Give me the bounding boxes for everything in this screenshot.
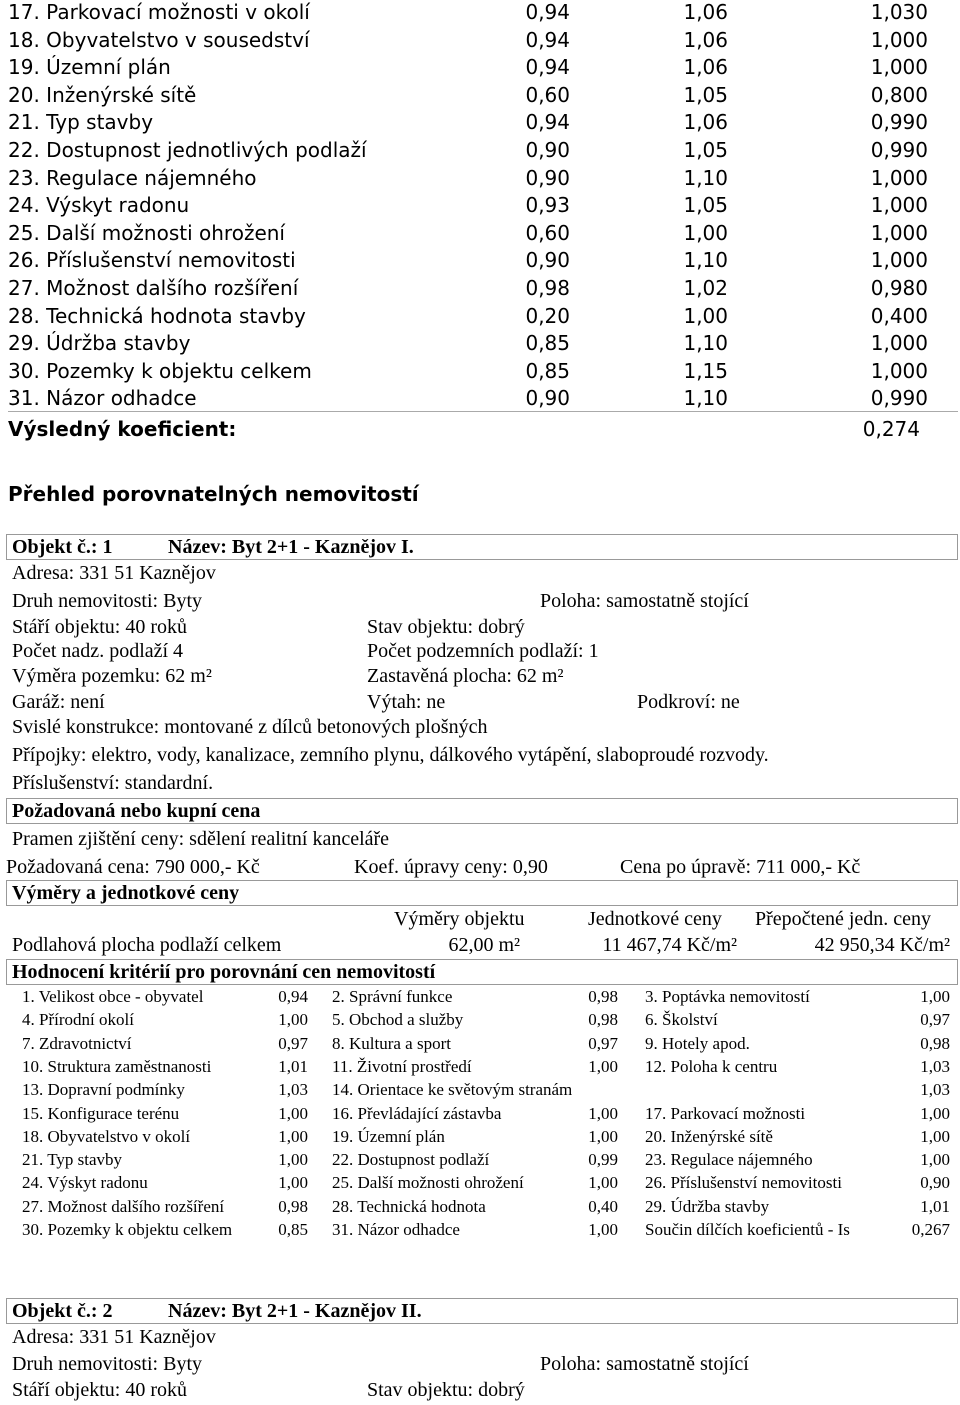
object1-type: Druh nemovitosti: Byty bbox=[12, 590, 202, 612]
coefficient-min: 0,90 bbox=[525, 248, 570, 273]
criterion-value: 0,98 bbox=[278, 1196, 308, 1216]
coefficient-value: 1,000 bbox=[870, 358, 928, 383]
coefficient-row bbox=[8, 0, 958, 28]
areas-row-area: 62,00 m² bbox=[448, 934, 520, 956]
price-coefficient: Koef. úpravy ceny: 0,90 bbox=[354, 856, 548, 878]
coefficient-name: 18. Obyvatelstvo v sousedství bbox=[8, 27, 310, 52]
criterion-value: 1,01 bbox=[920, 1196, 950, 1216]
criterion-name: 2. Správní funkce bbox=[332, 987, 453, 1006]
criterion-name: 20. Inženýrské sítě bbox=[645, 1126, 773, 1146]
coefficient-max: 1,05 bbox=[683, 82, 728, 107]
object1-age: Stáří objektu: 40 roků bbox=[12, 616, 187, 638]
coefficient-row bbox=[8, 359, 958, 387]
coefficient-min: 0,94 bbox=[525, 55, 570, 80]
criterion-value: 1,03 bbox=[920, 1056, 950, 1076]
criterion-value: 1,01 bbox=[278, 1056, 308, 1076]
coefficient-value: 1,000 bbox=[870, 331, 928, 356]
criterion-value: 1,00 bbox=[278, 1173, 308, 1193]
coefficient-min: 0,85 bbox=[525, 331, 570, 356]
coefficient-name: 27. Možnost dalšího rozšíření bbox=[8, 276, 299, 300]
coefficient-min: 0,94 bbox=[525, 110, 570, 135]
coefficient-row bbox=[8, 166, 958, 194]
criterion-value: 1,00 bbox=[588, 1173, 618, 1193]
criterion-name: 9. Hotely apod. bbox=[645, 1033, 750, 1053]
criterion-name: 26. Příslušenství nemovitosti bbox=[645, 1173, 842, 1193]
coefficient-name: 17. Parkovací možnosti v okolí bbox=[8, 0, 310, 24]
criterion-value: 1,00 bbox=[920, 1103, 950, 1123]
criterion-value: 1,00 bbox=[278, 1150, 308, 1170]
coefficient-name: 25. Další možnosti ohrožení bbox=[8, 220, 285, 245]
coefficient-name: 29. Údržba stavby bbox=[8, 331, 191, 356]
criterion-value: 1,00 bbox=[588, 1103, 618, 1123]
coefficient-min: 0,60 bbox=[525, 82, 570, 107]
areas-header-recalc: Přepočtené jedn. ceny bbox=[755, 908, 932, 930]
coefficient-row bbox=[8, 138, 958, 166]
criterion-value: 1,00 bbox=[588, 1056, 618, 1076]
coefficient-min: 0,90 bbox=[525, 138, 570, 162]
criteria-row bbox=[8, 1220, 958, 1243]
criterion-value: 1,00 bbox=[588, 1220, 618, 1239]
criterion-value: 0,98 bbox=[588, 1010, 618, 1030]
coefficient-row bbox=[8, 221, 958, 249]
criterion-name: 31. Názor odhadce bbox=[332, 1220, 460, 1239]
coefficient-min: 0,90 bbox=[525, 165, 570, 190]
criterion-value: 0,98 bbox=[920, 1033, 950, 1053]
coefficient-name: 28. Technická hodnota stavby bbox=[8, 303, 306, 328]
coefficient-min: 0,20 bbox=[525, 303, 570, 328]
object2-type: Druh nemovitosti: Byty bbox=[12, 1353, 202, 1375]
object1-lift: Výtah: ne bbox=[367, 691, 446, 713]
criteria-row bbox=[8, 987, 958, 1010]
object1-floors-below: Počet podzemních podlaží: 1 bbox=[367, 640, 599, 662]
coefficient-name: 20. Inženýrské sítě bbox=[8, 82, 197, 107]
criterion-name: 17. Parkovací možnosti bbox=[645, 1103, 806, 1123]
object1-land-area: Výměra pozemku: 62 m² bbox=[12, 665, 212, 687]
object1-name: Název: Byt 2+1 - Kaznějov I. bbox=[168, 536, 414, 558]
object1-number: Objekt č.: 1 bbox=[12, 536, 113, 558]
criterion-value: 0,94 bbox=[278, 987, 308, 1006]
criteria-row bbox=[8, 1057, 958, 1080]
object2-address: Adresa: 331 51 Kaznějov bbox=[12, 1326, 216, 1348]
criterion-value: 0,97 bbox=[588, 1033, 618, 1053]
criterion-name: 15. Konfigurace terénu bbox=[22, 1103, 180, 1123]
coefficient-value: 1,000 bbox=[870, 248, 928, 273]
coefficient-name: 30. Pozemky k objektu celkem bbox=[8, 358, 312, 383]
criteria-row bbox=[8, 1010, 958, 1033]
object2-age: Stáří objektu: 40 roků bbox=[12, 1379, 187, 1401]
object1-header-box bbox=[6, 534, 958, 560]
criterion-name: 4. Přírodní okolí bbox=[22, 1010, 134, 1030]
criterion-value: 0,99 bbox=[588, 1150, 618, 1170]
coefficient-min: 0,93 bbox=[525, 193, 570, 218]
criteria-section-title: Hodnocení kritérií pro porovnání cen nemovitostí bbox=[12, 961, 436, 983]
object1-position: Poloha: samostatně stojící bbox=[540, 590, 749, 612]
coefficient-value: 0,800 bbox=[870, 82, 928, 107]
object2-position: Poloha: samostatně stojící bbox=[540, 1353, 749, 1375]
areas-header-area: Výměry objektu bbox=[394, 908, 525, 930]
coefficient-max: 1,06 bbox=[683, 110, 728, 135]
criterion-name: 5. Obchod a služby bbox=[332, 1010, 464, 1030]
coefficient-min: 0,98 bbox=[525, 276, 570, 300]
result-label: Výsledný koeficient: bbox=[8, 417, 237, 441]
criterion-name: 23. Regulace nájemného bbox=[645, 1150, 813, 1170]
criterion-value: 0,90 bbox=[920, 1173, 950, 1193]
coefficient-value: 0,990 bbox=[870, 386, 928, 411]
coefficient-max: 1,10 bbox=[683, 331, 728, 356]
coefficient-row bbox=[8, 331, 958, 359]
price-section-title: Požadovaná nebo kupní cena bbox=[12, 800, 261, 822]
object1-attic: Podkroví: ne bbox=[637, 691, 740, 713]
coefficient-value: 0,400 bbox=[870, 303, 928, 328]
criterion-name: 25. Další možnosti ohrožení bbox=[332, 1173, 524, 1193]
asked-price: Požadovaná cena: 790 000,- Kč bbox=[6, 856, 260, 878]
coefficient-max: 1,10 bbox=[683, 165, 728, 190]
object1-address: Adresa: 331 51 Kaznějov bbox=[12, 562, 216, 584]
criteria-row bbox=[8, 1104, 958, 1127]
coefficient-name: 21. Typ stavby bbox=[8, 110, 154, 135]
coefficient-row bbox=[8, 248, 958, 276]
areas-header-unit-price: Jednotkové ceny bbox=[588, 908, 722, 930]
criterion-value: 0,98 bbox=[588, 987, 618, 1006]
coefficient-row bbox=[8, 83, 958, 111]
object2-name: Název: Byt 2+1 - Kaznějov II. bbox=[168, 1300, 422, 1322]
criterion-value: 0,85 bbox=[278, 1220, 308, 1239]
coefficient-value: 1,000 bbox=[870, 165, 928, 190]
coefficient-value: 1,000 bbox=[870, 193, 928, 218]
criterion-value: 1,00 bbox=[588, 1126, 618, 1146]
overview-title: Přehled porovnatelných nemovitostí bbox=[8, 482, 419, 506]
criterion-name: Součin dílčích koeficientů - Is bbox=[645, 1220, 850, 1239]
criterion-value: 1,03 bbox=[278, 1080, 308, 1100]
coefficient-max: 1,00 bbox=[683, 220, 728, 245]
coefficient-row bbox=[8, 304, 958, 332]
coefficient-max: 1,15 bbox=[683, 358, 728, 383]
coefficient-value: 0,990 bbox=[870, 110, 928, 135]
criterion-name: 3. Poptávka nemovitostí bbox=[645, 987, 810, 1006]
criteria-row bbox=[8, 1173, 958, 1196]
criterion-name: 21. Typ stavby bbox=[22, 1150, 123, 1170]
criterion-name: 18. Obyvatelstvo v okolí bbox=[22, 1126, 191, 1146]
coefficient-min: 0,94 bbox=[525, 0, 570, 24]
coefficient-max: 1,10 bbox=[683, 248, 728, 273]
criterion-name: 14. Orientace ke světovým stranám bbox=[332, 1080, 573, 1100]
coefficient-max: 1,02 bbox=[683, 276, 728, 300]
criterion-name: 16. Převládající zástavba bbox=[332, 1103, 502, 1123]
object1-garage: Garáž: není bbox=[12, 691, 105, 713]
coefficient-value: 1,030 bbox=[870, 0, 928, 24]
coefficient-row bbox=[8, 276, 958, 304]
criterion-name: 19. Územní plán bbox=[332, 1126, 445, 1146]
coefficient-max: 1,06 bbox=[683, 55, 728, 80]
criterion-name: 30. Pozemky k objektu celkem bbox=[22, 1220, 233, 1239]
object1-floors-above: Počet nadz. podlaží 4 bbox=[12, 640, 184, 662]
criterion-value: 1,00 bbox=[278, 1103, 308, 1123]
criterion-name: 27. Možnost dalšího rozšíření bbox=[22, 1196, 225, 1216]
coefficient-max: 1,00 bbox=[683, 303, 728, 328]
criteria-row bbox=[8, 1127, 958, 1150]
criterion-value: 1,00 bbox=[278, 1010, 308, 1030]
criterion-name: 12. Poloha k centru bbox=[645, 1056, 778, 1076]
criterion-value: 0,97 bbox=[278, 1033, 308, 1053]
criterion-name: 22. Dostupnost podlaží bbox=[332, 1150, 490, 1170]
areas-section-title: Výměry a jednotkové ceny bbox=[12, 882, 240, 904]
adjusted-price: Cena po úpravě: 711 000,- Kč bbox=[620, 856, 861, 878]
criteria-row bbox=[8, 1080, 958, 1103]
coefficient-max: 1,05 bbox=[683, 193, 728, 218]
object1-connections: Přípojky: elektro, vody, kanalizace, zemního plynu, dálkového vytápění, slaboproudé rozvody. bbox=[12, 744, 769, 766]
criterion-value: 1,00 bbox=[920, 987, 950, 1006]
coefficient-min: 0,90 bbox=[525, 386, 570, 411]
price-source: Pramen zjištění ceny: sdělení realitní kanceláře bbox=[12, 828, 390, 850]
coefficient-row bbox=[8, 110, 958, 138]
criteria-row bbox=[8, 1197, 958, 1220]
criterion-name: 13. Dopravní podmínky bbox=[22, 1080, 185, 1100]
areas-row-unit-price: 11 467,74 Kč/m² bbox=[602, 934, 737, 956]
object1-built-area: Zastavěná plocha: 62 m² bbox=[367, 665, 564, 687]
coefficient-name: 23. Regulace nájemného bbox=[8, 165, 257, 190]
coefficient-value: 0,980 bbox=[870, 276, 928, 300]
object1-structures: Svislé konstrukce: montované z dílců betonových plošných bbox=[12, 716, 488, 738]
criterion-name: 7. Zdravotnictví bbox=[22, 1033, 132, 1053]
object2-state: Stav objektu: dobrý bbox=[367, 1379, 525, 1401]
coefficient-row bbox=[8, 193, 958, 221]
object2-number: Objekt č.: 2 bbox=[12, 1300, 113, 1322]
criterion-name: 11. Životní prostředí bbox=[332, 1056, 472, 1076]
coefficient-max: 1,06 bbox=[683, 27, 728, 52]
object2-header-box bbox=[6, 1298, 958, 1324]
coefficient-min: 0,85 bbox=[525, 358, 570, 383]
coefficient-row bbox=[8, 55, 958, 83]
coefficient-max: 1,06 bbox=[683, 0, 728, 24]
coefficient-value: 1,000 bbox=[870, 55, 928, 80]
coefficient-max: 1,05 bbox=[683, 138, 728, 162]
coefficient-name: 31. Názor odhadce bbox=[8, 386, 197, 411]
coefficient-value: 0,990 bbox=[870, 138, 928, 162]
coefficient-max: 1,10 bbox=[683, 386, 728, 411]
criterion-name: 8. Kultura a sport bbox=[332, 1033, 451, 1053]
coefficient-name: 24. Výskyt radonu bbox=[8, 193, 190, 218]
coefficient-value: 1,000 bbox=[870, 220, 928, 245]
criterion-name: 6. Školství bbox=[645, 1010, 718, 1030]
coefficient-name: 19. Územní plán bbox=[8, 55, 171, 80]
coefficient-value: 1,000 bbox=[870, 27, 928, 52]
coefficient-row bbox=[8, 28, 958, 56]
criterion-name: 10. Struktura zaměstnanosti bbox=[22, 1056, 212, 1076]
areas-row-label: Podlahová plocha podlaží celkem bbox=[12, 934, 282, 956]
criterion-value: 0,267 bbox=[911, 1220, 950, 1239]
coefficient-name: 22. Dostupnost jednotlivých podlaží bbox=[8, 138, 367, 162]
criterion-value: 0,97 bbox=[920, 1010, 950, 1030]
table-divider bbox=[8, 411, 958, 412]
coefficient-min: 0,94 bbox=[525, 27, 570, 52]
criterion-name: 28. Technická hodnota bbox=[332, 1196, 486, 1216]
criterion-value: 0,40 bbox=[588, 1196, 618, 1216]
criterion-value: 1,00 bbox=[920, 1150, 950, 1170]
areas-row-recalc: 42 950,34 Kč/m² bbox=[814, 934, 950, 956]
coefficient-name: 26. Příslušenství nemovitosti bbox=[8, 248, 296, 273]
criterion-name: 1. Velikost obce - obyvatel bbox=[22, 987, 204, 1006]
criterion-value: 1,00 bbox=[920, 1126, 950, 1146]
result-value: 0,274 bbox=[862, 417, 920, 441]
object1-state: Stav objektu: dobrý bbox=[367, 616, 525, 638]
coefficient-min: 0,60 bbox=[525, 220, 570, 245]
object1-accessories: Příslušenství: standardní. bbox=[12, 772, 214, 794]
criterion-value: 1,00 bbox=[278, 1126, 308, 1146]
criterion-name: 29. Údržba stavby bbox=[645, 1196, 770, 1216]
criterion-value: 1,03 bbox=[920, 1080, 950, 1100]
criterion-name: 24. Výskyt radonu bbox=[22, 1173, 148, 1193]
criteria-row bbox=[8, 1150, 958, 1173]
criteria-row bbox=[8, 1034, 958, 1057]
